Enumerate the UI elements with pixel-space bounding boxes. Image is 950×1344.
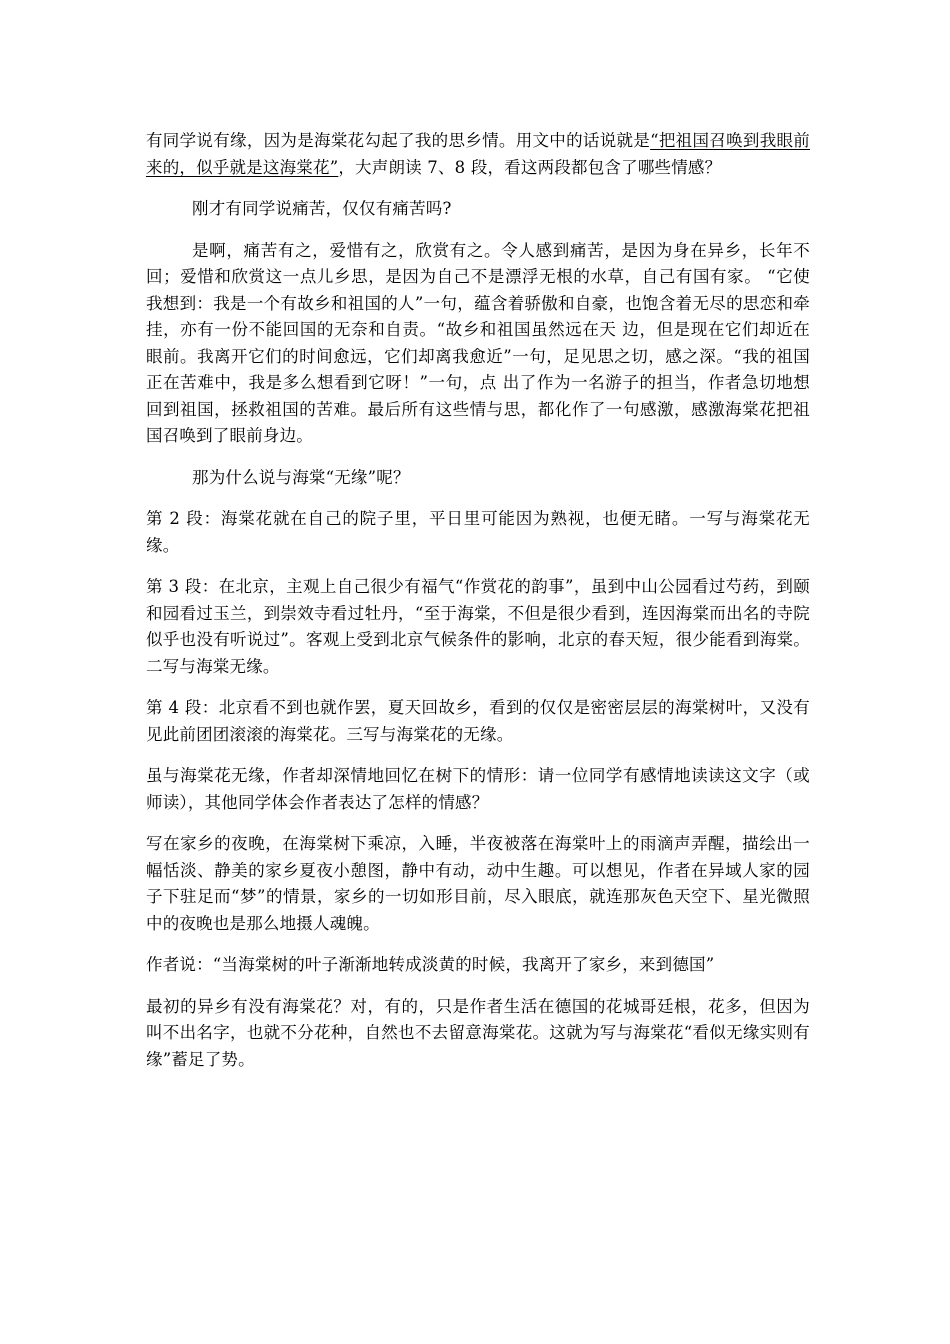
- paragraph-10: 作者说：“当海棠树的叶子渐渐地转成淡黄的时候，我离开了家乡，来到德国”: [146, 955, 715, 974]
- paragraph-8: 虽与海棠花无缘，作者却深情地回忆在树下的情形：请一位同学有感情地读读这文字（或师读），其他同学体会作者表达了怎样的情感？: [146, 766, 810, 812]
- paragraph-7: 第 4 段：北京看不到也就作罢，夏天回故乡，看到的仅仅是密密层层的海棠树叶，又没有见此前团团滚滚的海棠花。三写与海棠花的无缘。: [146, 698, 810, 744]
- paragraph-4: 那为什么说与海棠“无缘”呢？: [192, 467, 410, 487]
- document-body: [146, 128, 810, 1088]
- paragraph-1-text-b: ，大声朗读 7、8 段，看这两段都包含了哪些情感？: [338, 157, 722, 177]
- paragraph-11: 最初的异乡有没有海棠花？对，有的，只是作者生活在德国的花城哥廷根，花多，但因为叫不出名字，也就不分花种，自然也不去留意海棠花。这就为写与海棠花“看似无缘实则有缘”蓄足了势。: [146, 996, 810, 1069]
- paragraph-9: 写在家乡的夜晚，在海棠树下乘凉，入睡，半夜被落在海棠叶上的雨滴声弄醒，描绘出一幅恬淡、静美的家乡夏夜小憩图，静中有动，动中生趣。可以想见，作者在异域人家的园子下驻足而“梦”的情景，家乡的一切如形目前，尽入眼底，就连那灰色天空下、星光微照中的夜晚也是那么地摄人魂魄。: [146, 834, 810, 933]
- paragraph-3: 是啊，痛苦有之，爱惜有之，欣赏有之。令人感到痛苦，是因为身在异乡，长年不回；爱惜和欣赏这一点儿乡思，是因为自己不是漂浮无根的水草，自己有国有家。 “它使我想到：我是一个有故乡和祖国的人”一句，蕴含着骄傲和自豪，也饱含着无尽的思恋和牵挂，亦有一份不能回国的无奈和自责。“故乡和祖国虽然远在天 边，但是现在它们却近在眼前。我离开它们的时间愈远，它们却离我愈近”一句，足见思之切，感之深。“我的祖国正在苦难中，我是多么想看到它呀！”一句，点 出了作为一名游子的担当，作者急切地想回到祖国，拯救祖国的苦难。最后所有这些情与思，都化作了一句感激，感激海棠花把祖国召唤到了眼前身边。: [146, 240, 810, 445]
- paragraph-1-text-a: 有同学说有缘，因为是海棠花勾起了我的思乡情。用文中的话说就是: [146, 131, 651, 150]
- underlined-quote: “把祖国召唤到我眼前来的，似乎就是这海棠花”: [146, 131, 810, 177]
- paragraph-1: [146, 128, 810, 181]
- paragraph-5: 第 2 段：海棠花就在自己的院子里，平日里可能因为熟视，也便无睹。一写与海棠花无缘。: [146, 509, 810, 555]
- paragraph-6: 第 3 段：在北京，主观上自己很少有福气“作赏花的韵事”，虽到中山公园看过芍药，到颐和园看过玉兰，到崇效寺看过牡丹，“至于海棠，不但是很少看到，连因海棠而出名的寺院似乎也没有听说过”。客观上受到北京气候条件的影响，北京的春天短，很少能看到海棠。二写与海棠无缘。: [146, 577, 810, 676]
- paragraph-2: 刚才有同学说痛苦，仅仅有痛苦吗?: [192, 199, 452, 218]
